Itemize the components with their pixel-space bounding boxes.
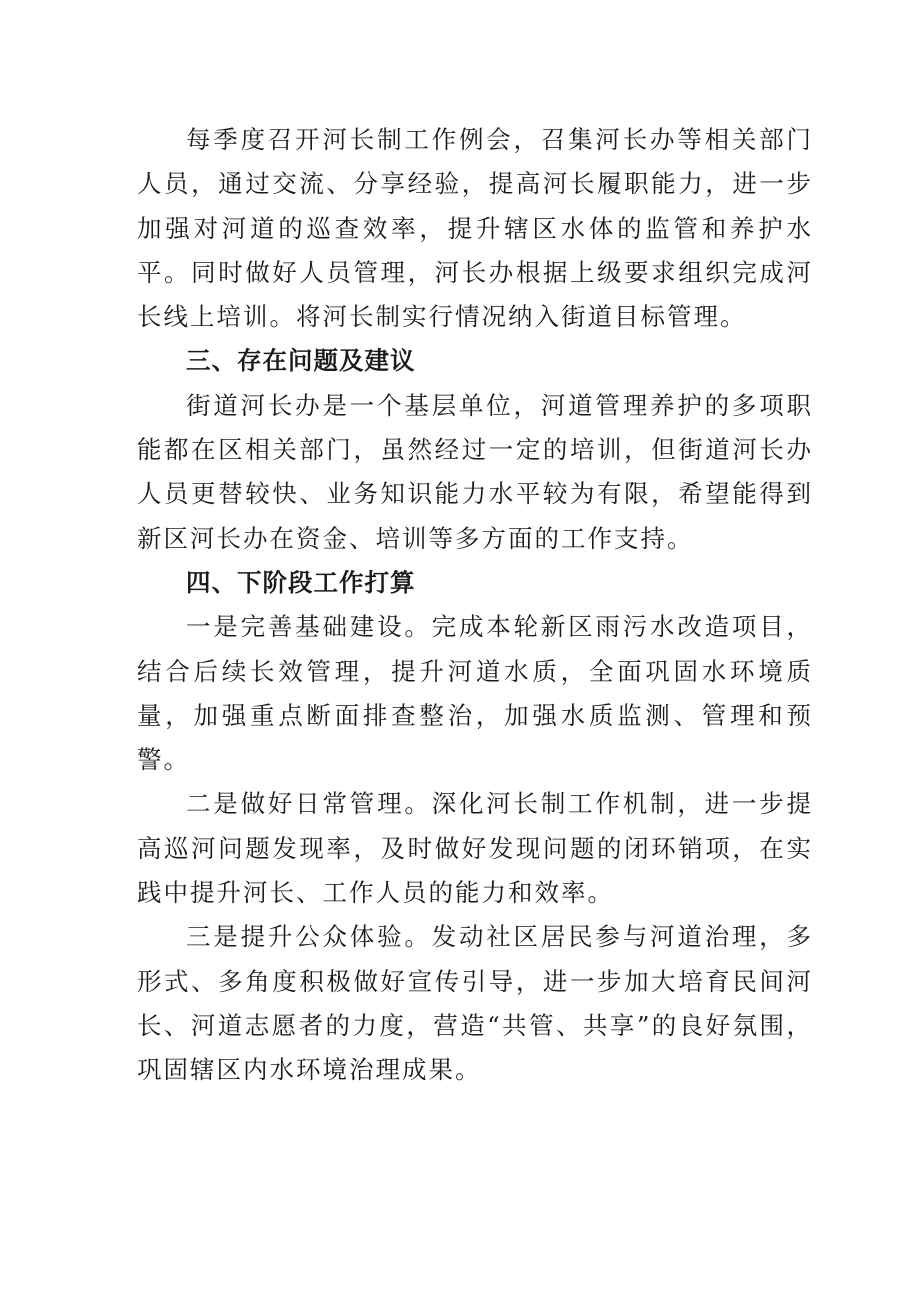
paragraph-meeting-management: 每季度召开河长制工作例会，召集河长办等相关部门人员，通过交流、分享经验，提高河长履职能力，进一步加强对河道的巡查效率，提升辖区水体的监管和养护水平。同时做好人员管理，河长办根据上级要求组织完成河长线上培训。将河长制实行情况纳入街道目标管理。: [137, 125, 813, 332]
paragraph-problems: 街道河长办是一个基层单位，河道管理养护的多项职能都在区相关部门，虽然经过一定的培训，但街道河长办人员更替较快、业务知识能力水平较为有限，希望能得到新区河长办在资金、培训等多方面的工作支持。: [137, 390, 813, 553]
paragraph-plan-infrastructure: 一是完善基础建设。完成本轮新区雨污水改造项目，结合后续长效管理，提升河道水质，全面巩固水环境质量，加强重点断面排查整治，加强水质监测、管理和预警。: [137, 612, 813, 775]
paragraph-plan-daily-management: 二是做好日常管理。深化河长制工作机制，进一步提高巡河问题发现率，及时做好发现问题的闭环销项，在实践中提升河长、工作人员的能力和效率。: [137, 789, 813, 908]
section-heading-next-stage-plan: 四、下阶段工作打算: [186, 567, 416, 597]
document-body: [137, 118, 813, 1093]
paragraph-plan-public-experience: 三是提升公众体验。发动社区居民参与河道治理，多形式、多角度积极做好宣传引导，进一步加大培育民间河长、河道志愿者的力度，营造“共管、共享”的良好氛围，巩固辖区内水环境治理成果。: [137, 922, 813, 1085]
section-heading-problems-suggestions: 三、存在问题及建议: [186, 346, 416, 376]
